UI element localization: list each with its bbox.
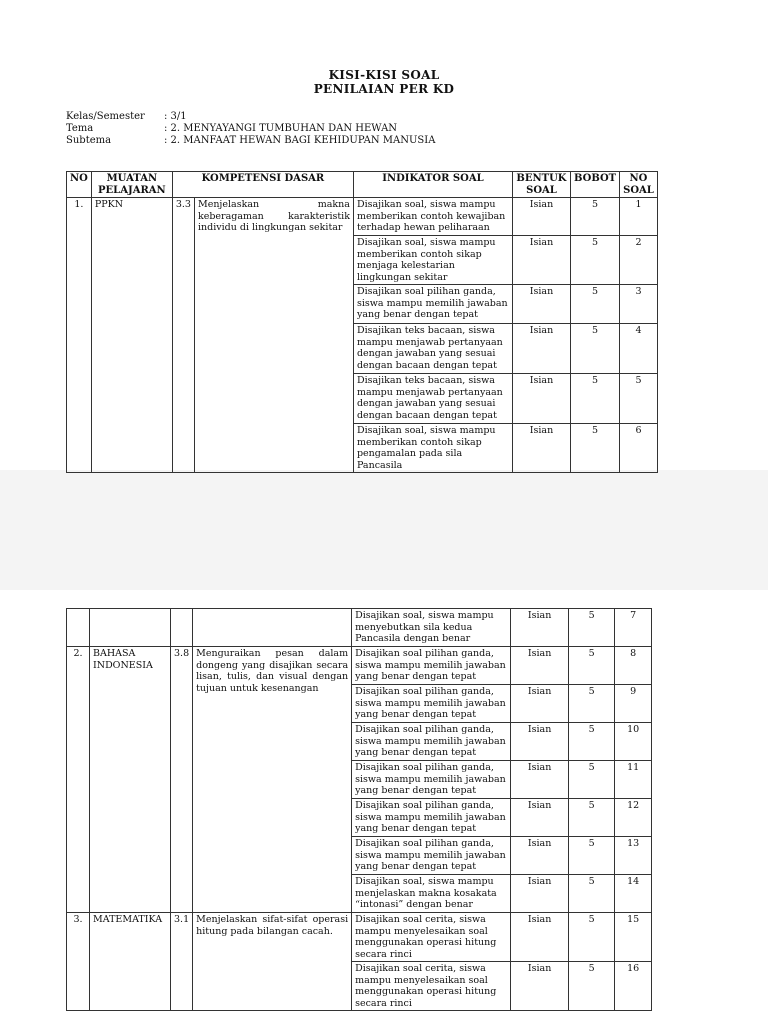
cell-no-soal: 8 — [615, 647, 652, 685]
document-page-1 — [0, 0, 768, 470]
cell-kd-text: Menjelaskan makna keberagaman karakteristik individu di lingkungan sekitar — [194, 198, 353, 473]
cell-indikator: Disajikan soal, siswa mampu menjelaskan makna kosakata “intonasi” dengan benar — [352, 875, 511, 913]
cell-bentuk: Isian — [512, 374, 570, 424]
cell-indikator: Disajikan soal, siswa mampu memberikan contoh sikap menjaga kelestarian lingkungan sekitar — [353, 236, 512, 285]
cell-bobot: 5 — [569, 875, 615, 913]
cell-bobot: 5 — [570, 236, 619, 285]
cell-no-soal: 10 — [615, 723, 652, 761]
cell-indikator: Disajikan soal pilihan ganda, siswa mampu memilih jawaban yang benar dengan tepat — [353, 285, 512, 324]
cell-kd-no: 3.8 — [171, 647, 193, 913]
cell-bentuk: Isian — [511, 962, 569, 1011]
cell-no-soal: 11 — [615, 761, 652, 799]
cell-indikator: Disajikan soal pilihan ganda, siswa mampu memilih jawaban yang benar dengan tepat — [352, 799, 511, 837]
cell-muatan — [90, 609, 171, 647]
cell-kd-no: 3.1 — [171, 913, 193, 1011]
cell-kd-text — [193, 609, 352, 647]
cell-indikator: Disajikan soal, siswa mampu memberikan contoh kewajiban terhadap hewan peliharaan — [353, 198, 512, 236]
cell-bobot: 5 — [569, 962, 615, 1011]
cell-bentuk: Isian — [511, 799, 569, 837]
document-title: KISI-KISI SOAL — [328, 68, 440, 82]
meta-block — [66, 111, 435, 147]
cell-bobot: 5 — [570, 324, 619, 374]
cell-bentuk: Isian — [511, 609, 569, 647]
cell-indikator: Disajikan soal cerita, siswa mampu menyelesaikan soal menggunakan operasi hitung secara rinci — [352, 962, 511, 1011]
table-row — [67, 647, 652, 685]
cell-bobot: 5 — [569, 761, 615, 799]
cell-bentuk: Isian — [511, 837, 569, 875]
cell-bentuk: Isian — [511, 723, 569, 761]
kisi-kisi-table-1 — [66, 171, 658, 473]
cell-no: 1. — [67, 198, 92, 473]
cell-bentuk: Isian — [512, 198, 570, 236]
cell-bentuk: Isian — [512, 236, 570, 285]
header-indikator: INDIKATOR SOAL — [353, 172, 512, 198]
cell-no — [67, 609, 90, 647]
table-row — [67, 913, 652, 962]
cell-no-soal: 2 — [620, 236, 658, 285]
header-no-soal: NO SOAL — [620, 172, 658, 198]
cell-kd-text: Menjelaskan sifat-sifat operasi hitung pada bilangan cacah. — [193, 913, 352, 1011]
cell-bobot: 5 — [570, 285, 619, 324]
cell-bentuk: Isian — [511, 761, 569, 799]
header-bentuk: BENTUK SOAL — [512, 172, 570, 198]
cell-bentuk: Isian — [512, 424, 570, 473]
cell-kd-text: Menguraikan pesan dalam dongeng yang disajikan secara lisan, tulis, dan visual dengan tujuan untuk kesenangan — [193, 647, 352, 913]
cell-no-soal: 6 — [620, 424, 658, 473]
cell-no-soal: 3 — [620, 285, 658, 324]
cell-indikator: Disajikan soal pilihan ganda, siswa mampu memilih jawaban yang benar dengan tepat — [352, 685, 511, 723]
table-header-row — [67, 172, 658, 198]
document-subtitle: PENILAIAN PER KD — [313, 82, 455, 96]
cell-no: 3. — [67, 913, 90, 1011]
cell-bobot: 5 — [570, 424, 619, 473]
cell-bentuk: Isian — [511, 875, 569, 913]
cell-bobot: 5 — [569, 837, 615, 875]
cell-indikator: Disajikan soal cerita, siswa mampu menyelesaikan soal menggunakan operasi hitung secara rinci — [352, 913, 511, 962]
cell-indikator: Disajikan soal pilihan ganda, siswa mampu memilih jawaban yang benar dengan tepat — [352, 837, 511, 875]
kisi-kisi-table-2 — [66, 608, 652, 1011]
cell-indikator: Disajikan teks bacaan, siswa mampu menjawab pertanyaan dengan jawaban yang sesuai dengan bacaan dengan tepat — [353, 324, 512, 374]
meta-row-tema: Tema : 2. MENYAYANGI TUMBUHAN DAN HEWAN — [66, 123, 398, 134]
cell-bobot: 5 — [569, 723, 615, 761]
cell-no-soal: 13 — [615, 837, 652, 875]
meta-row-kelas: Kelas/Semester : 3/1 — [66, 111, 187, 122]
cell-kd-no — [171, 609, 193, 647]
cell-bobot: 5 — [569, 647, 615, 685]
table-row — [67, 609, 652, 647]
cell-no-soal: 1 — [620, 198, 658, 236]
cell-muatan: MATEMATIKA — [90, 913, 171, 1011]
cell-indikator: Disajikan teks bacaan, siswa mampu menjawab pertanyaan dengan jawaban yang sesuai dengan bacaan dengan tepat — [353, 374, 512, 424]
meta-row-subtema: Subtema : 2. MANFAAT HEWAN BAGI KEHIDUPAN MANUSIA — [66, 135, 436, 146]
cell-no-soal: 16 — [615, 962, 652, 1011]
cell-bobot: 5 — [569, 685, 615, 723]
cell-kd-no: 3.3 — [172, 198, 194, 473]
header-bobot: BOBOT — [570, 172, 619, 198]
cell-indikator: Disajikan soal, siswa mampu menyebutkan sila kedua Pancasila dengan benar — [352, 609, 511, 647]
cell-no-soal: 15 — [615, 913, 652, 962]
cell-no: 2. — [67, 647, 90, 913]
cell-muatan: BAHASA INDONESIA — [90, 647, 171, 913]
cell-bentuk: Isian — [511, 913, 569, 962]
cell-bobot: 5 — [569, 913, 615, 962]
cell-indikator: Disajikan soal pilihan ganda, siswa mampu memilih jawaban yang benar dengan tepat — [352, 761, 511, 799]
cell-no-soal: 9 — [615, 685, 652, 723]
header-no: NO — [67, 172, 92, 198]
cell-bentuk: Isian — [511, 685, 569, 723]
cell-bobot: 5 — [570, 374, 619, 424]
cell-bobot: 5 — [570, 198, 619, 236]
cell-indikator: Disajikan soal, siswa mampu memberikan contoh sikap pengamalan pada sila Pancasila — [353, 424, 512, 473]
cell-indikator: Disajikan soal pilihan ganda, siswa mampu memilih jawaban yang benar dengan tepat — [352, 723, 511, 761]
cell-no-soal: 12 — [615, 799, 652, 837]
cell-muatan: PPKN — [91, 198, 172, 473]
table-row — [67, 198, 658, 236]
header-muatan: MUATAN PELAJARAN — [91, 172, 172, 198]
cell-indikator: Disajikan soal pilihan ganda, siswa mampu memilih jawaban yang benar dengan tepat — [352, 647, 511, 685]
cell-bobot: 5 — [569, 609, 615, 647]
cell-bobot: 5 — [569, 799, 615, 837]
cell-bentuk: Isian — [512, 324, 570, 374]
header-kompetensi: KOMPETENSI DASAR — [172, 172, 353, 198]
cell-no-soal: 14 — [615, 875, 652, 913]
cell-bentuk: Isian — [511, 647, 569, 685]
document-page-2 — [0, 590, 768, 1024]
cell-no-soal: 5 — [620, 374, 658, 424]
cell-bentuk: Isian — [512, 285, 570, 324]
cell-no-soal: 7 — [615, 609, 652, 647]
cell-no-soal: 4 — [620, 324, 658, 374]
